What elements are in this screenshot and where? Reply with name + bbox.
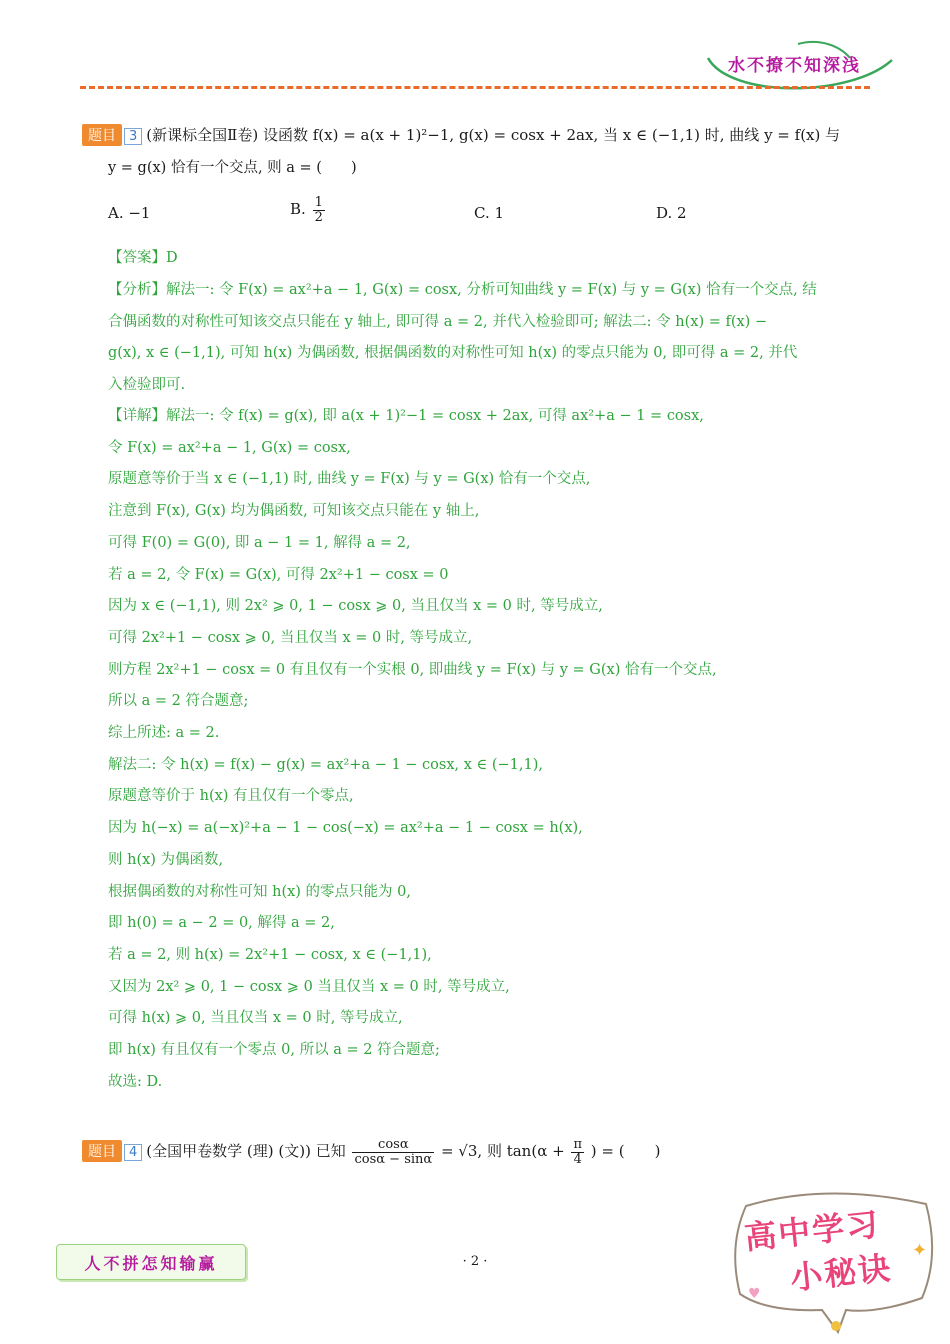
detail-line: 综上所述: a = 2. bbox=[108, 725, 220, 741]
q4-pi-fraction bbox=[571, 1138, 584, 1166]
detail-line: 令 F(x) = ax²+a − 1, G(x) = cosx, bbox=[108, 439, 351, 456]
detail-line: 注意到 F(x), G(x) 均为偶函数, 可知该交点只能在 y 轴上, bbox=[108, 503, 480, 520]
option-a: A. −1 bbox=[108, 204, 151, 222]
fraction-numerator: π bbox=[573, 1137, 582, 1152]
analysis-line: 入检验即可. bbox=[108, 376, 186, 393]
analysis-line: g(x), x ∈ (−1,1), 可知 h(x) 为偶函数, 根据偶函数的对称性可知 h(x) 的零点只能为 0, 即可得 a = 2, 并代 bbox=[108, 345, 798, 361]
header-divider bbox=[80, 86, 870, 89]
answer-line: 【答案】D bbox=[108, 250, 178, 266]
detail-line: 即 h(x) 有且仅有一个零点 0, 所以 a = 2 符合题意; bbox=[108, 1042, 440, 1058]
question-number: 4 bbox=[124, 1144, 142, 1161]
detail-line: 所以 a = 2 符合题意; bbox=[108, 693, 249, 710]
question-number: 3 bbox=[124, 128, 142, 145]
option-b bbox=[290, 196, 327, 224]
fraction-numerator: 1 bbox=[314, 195, 323, 210]
q4-prefix: (全国甲卷数学 (理) (文)) 已知 bbox=[146, 1142, 346, 1161]
footer-motto: 人不拼怎知输赢 bbox=[84, 1254, 218, 1273]
detail-line: 可得 h(x) ⩾ 0, 当且仅当 x = 0 时, 等号成立, bbox=[108, 1010, 403, 1027]
header-logo bbox=[700, 38, 900, 92]
q4-suffix: ) = ( ) bbox=[590, 1142, 661, 1161]
detail-line: 原题意等价于 h(x) 有且仅有一个零点, bbox=[108, 788, 354, 805]
detail-line: 因为 h(−x) = a(−x)²+a − 1 − cos(−x) = ax²+a − 1 − cosx = h(x), bbox=[108, 820, 583, 837]
logo-text: 水不撩不知深浅 bbox=[728, 56, 861, 76]
fraction-denominator: 4 bbox=[573, 1151, 582, 1167]
question-tag: 题目 bbox=[82, 124, 122, 146]
detail-line: 根据偶函数的对称性可知 h(x) 的零点只能为 0, bbox=[108, 883, 411, 900]
detail-line: 若 a = 2, 令 F(x) = G(x), 可得 2x²+1 − cosx = 0 bbox=[108, 566, 449, 583]
detail-line: 又因为 2x² ⩾ 0, 1 − cosx ⩾ 0 当且仅当 x = 0 时, 等号成立, bbox=[108, 978, 510, 995]
detail-line: 可得 2x²+1 − cosx ⩾ 0, 当且仅当 x = 0 时, 等号成立, bbox=[108, 629, 473, 646]
detail-line: 因为 x ∈ (−1,1), 则 2x² ⩾ 0, 1 − cosx ⩾ 0, 当且仅当 x = 0 时, 等号成立, bbox=[108, 598, 603, 615]
study-tips-badge bbox=[726, 1186, 942, 1336]
q3-stem-2: y = g(x) 恰有一个交点, 则 a = ( ) bbox=[108, 160, 357, 176]
svg-text:♥: ♥ bbox=[748, 1286, 761, 1302]
analysis-line: 合偶函数的对称性可知该交点只能在 y 轴上, 即可得 a = 2, 并代入检验即可; 解法二: 令 h(x) = f(x) − bbox=[108, 313, 768, 330]
detail-line: 则 h(x) 为偶函数, bbox=[108, 851, 224, 868]
analysis-line: 【分析】解法一: 令 F(x) = ax²+a − 1, G(x) = cosx, 分析可知曲线 y = F(x) 与 y = G(x) 恰有一个交点, 结 bbox=[108, 282, 817, 298]
detail-line: 解法二: 令 h(x) = f(x) − g(x) = ax²+a − 1 − cosx, x ∈ (−1,1), bbox=[108, 756, 544, 773]
svg-text:✦: ✦ bbox=[912, 1240, 928, 1261]
badge-text-line2: 小秘诀 bbox=[788, 1248, 894, 1298]
q4-fraction bbox=[352, 1138, 434, 1166]
detail-line: 可得 F(0) = G(0), 即 a − 1 = 1, 解得 a = 2, bbox=[108, 534, 411, 551]
badge-text-line1: 高中学习 bbox=[742, 1204, 882, 1257]
option-c: C. 1 bbox=[474, 204, 505, 222]
q4-line bbox=[82, 1138, 660, 1166]
q3-line1 bbox=[82, 124, 840, 146]
question-tag: 题目 bbox=[82, 1140, 122, 1162]
detail-line: 若 a = 2, 则 h(x) = 2x²+1 − cosx, x ∈ (−1,1), bbox=[108, 946, 432, 963]
q4-middle: = √3, 则 tan(α + bbox=[440, 1142, 565, 1161]
fraction-numerator: cosα bbox=[352, 1138, 434, 1153]
q3-stem-1: (新课标全国Ⅱ卷) 设函数 f(x) = a(x + 1)²−1, g(x) = cosx + 2ax, 当 x ∈ (−1,1) 时, 曲线 y = f(x) 与 bbox=[146, 126, 841, 144]
option-b-label: B. bbox=[290, 200, 306, 219]
detail-line: 【详解】解法一: 令 f(x) = g(x), 即 a(x + 1)²−1 = cosx + 2ax, 可得 ax²+a − 1 = cosx, bbox=[108, 408, 704, 424]
detail-line: 原题意等价于当 x ∈ (−1,1) 时, 曲线 y = F(x) 与 y = G(x) 恰有一个交点, bbox=[108, 471, 591, 488]
option-d: D. 2 bbox=[656, 204, 687, 222]
detail-line: 则方程 2x²+1 − cosx = 0 有且仅有一个实根 0, 即曲线 y = F(x) 与 y = G(x) 恰有一个交点, bbox=[108, 661, 717, 678]
fraction-denominator: cosα − sinα bbox=[354, 1151, 433, 1167]
detail-line: 故选: D. bbox=[108, 1073, 163, 1090]
fraction-denominator: 2 bbox=[314, 209, 323, 225]
detail-line: 即 h(0) = a − 2 = 0, 解得 a = 2, bbox=[108, 915, 335, 932]
option-b-fraction bbox=[313, 196, 325, 224]
page-number: · 2 · bbox=[462, 1254, 488, 1269]
